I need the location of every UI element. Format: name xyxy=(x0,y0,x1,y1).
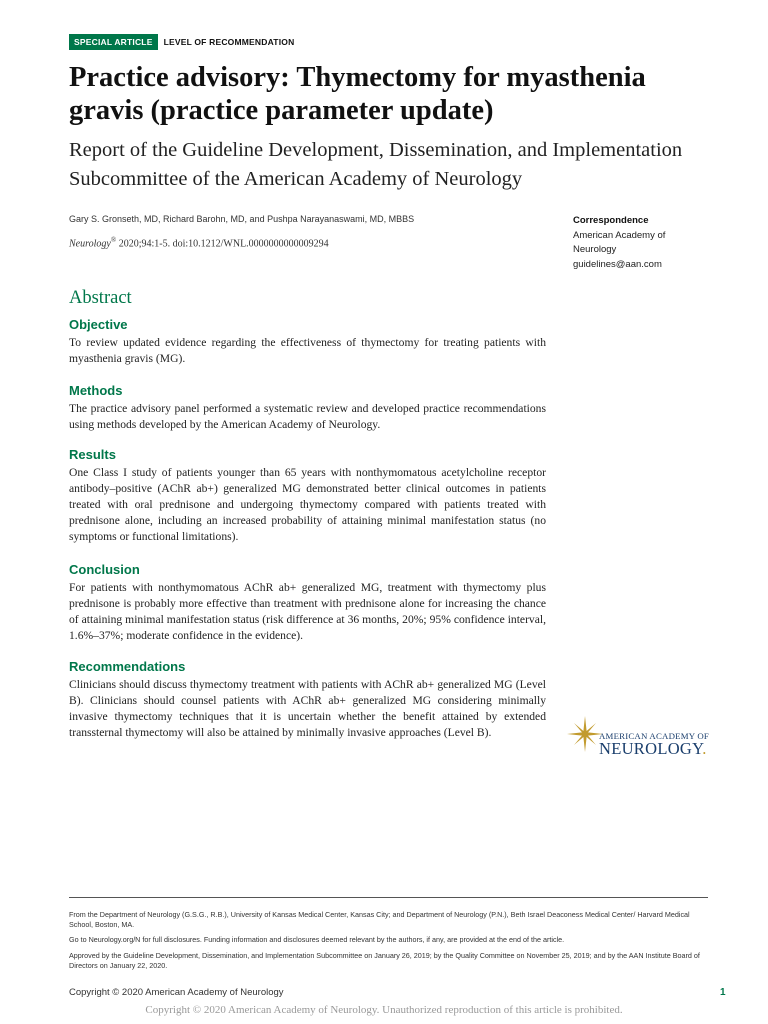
correspondence-heading: Correspondence xyxy=(573,215,649,226)
article-subtitle: Report of the Guideline Development, Dissemination, and Implementation Subcommittee of the American Academy of Neurology xyxy=(69,139,683,190)
correspondence-email[interactable]: guidelines@aan.com xyxy=(573,258,662,270)
recommendation-level-label: LEVEL OF RECOMMENDATION xyxy=(163,37,295,47)
abstract-section-results xyxy=(69,447,546,545)
abstract-section-conclusion xyxy=(69,562,546,644)
section-heading: Conclusion xyxy=(69,562,140,577)
footnote-divider xyxy=(69,897,708,898)
logo-text-academy: AMERICAN ACADEMY OF xyxy=(599,731,710,741)
author-list: Gary S. Gronseth, MD, Richard Barohn, MD, and Pushpa Narayanaswami, MD, MBBS xyxy=(69,214,415,224)
section-heading: Results xyxy=(69,447,116,462)
abstract-section-recommendations xyxy=(69,659,546,741)
correspondence-box xyxy=(573,214,713,272)
correspondence-org-line1: American Academy of xyxy=(573,229,666,241)
section-heading: Objective xyxy=(69,317,128,332)
abstract-section-methods xyxy=(69,383,546,433)
registered-mark: ® xyxy=(110,236,117,244)
citation xyxy=(69,236,549,249)
article-title: Practice advisory: Thymectomy for myasthenia gravis (practice parameter update) xyxy=(69,62,646,126)
section-text: The practice advisory panel performed a systematic review and developed practice recommendations using methods developed by the American Academy of Neurology. xyxy=(69,402,546,432)
footnote-approval: Approved by the Guideline Development, Dissemination, and Implementation Subcommittee on January 26, 2019; by the Quality Committee on November 25, 2019; and by the AAN Institute Board of Directors on January 22, 2020. xyxy=(69,951,700,970)
page-number: 1 xyxy=(720,987,726,998)
journal-name: Neurology xyxy=(69,238,111,250)
section-text: For patients with nonthymomatous AChR ab+ generalized MG, treatment with thymectomy plus prednisone is probably more effective than treatment with prednisone alone for increasing the chance of attaining minimal manifestation status (risk difference at 36 months, 20%; 95% confidence interval, 1.6%–37%; moderate confidence in the evidence). xyxy=(69,581,546,643)
section-text: Clinicians should discuss thymectomy treatment with patients with AChR ab+ generalized MG (Level B). Clinicians should counsel patients with AChR ab+ generalized MG considering minimally invasive thymectomy techniques that it is uncertain whether the benefit attained by extended transsternal thymectomy will also be attained by minimally invasive approaches (Level B). xyxy=(69,678,546,740)
section-heading: Recommendations xyxy=(69,659,186,674)
article-tag-bar xyxy=(69,34,294,50)
section-text: One Class I study of patients younger than 65 years with nonthymomatous acetylcholine receptor antibody–positive (AChR ab+) generalized MG demonstrated better clinical outcomes in patients treated with oral prednisone and undergoing thymectomy compared with patients treated with prednisone alone, including an increased probability of attaining minimal manifestation status (no symptoms or functional limitations). xyxy=(69,466,546,544)
logo-dot: . xyxy=(702,739,707,758)
correspondence-org-line2: Neurology xyxy=(573,244,617,255)
section-heading: Methods xyxy=(69,383,123,398)
logo-neurology-word: NEUROLOGY xyxy=(599,739,703,758)
abstract-section-objective xyxy=(69,317,546,367)
citation-details: 2020;94:1-5. doi:10.1212/WNL.0000000000009294 xyxy=(116,238,329,250)
footnote-disclosures: Go to Neurology.org/N for full disclosures. Funding information and disclosures deemed relevant by the authors, if any, are provided at the end of the article. xyxy=(69,935,565,944)
aan-logo xyxy=(566,713,711,763)
footnote-affiliations: From the Department of Neurology (G.S.G., R.B.), University of Kansas Medical Center, Kansas City; and Department of Neurology (P.N.), Beth Israel Deaconess Medical Center/ Harvard Medical School, Boston, MA. xyxy=(69,910,690,929)
section-text: To review updated evidence regarding the effectiveness of thymectomy for treating patients with myasthenia gravis (MG). xyxy=(69,336,546,366)
abstract-heading: Abstract xyxy=(69,288,132,308)
footer-copyright: Copyright © 2020 American Academy of Neurology xyxy=(69,987,284,998)
logo-text-neurology xyxy=(599,739,707,759)
article-type-badge: SPECIAL ARTICLE xyxy=(69,34,158,50)
copyright-watermark: Copyright © 2020 American Academy of Neurology. Unauthorized reproduction of this article is prohibited. xyxy=(145,1004,623,1016)
